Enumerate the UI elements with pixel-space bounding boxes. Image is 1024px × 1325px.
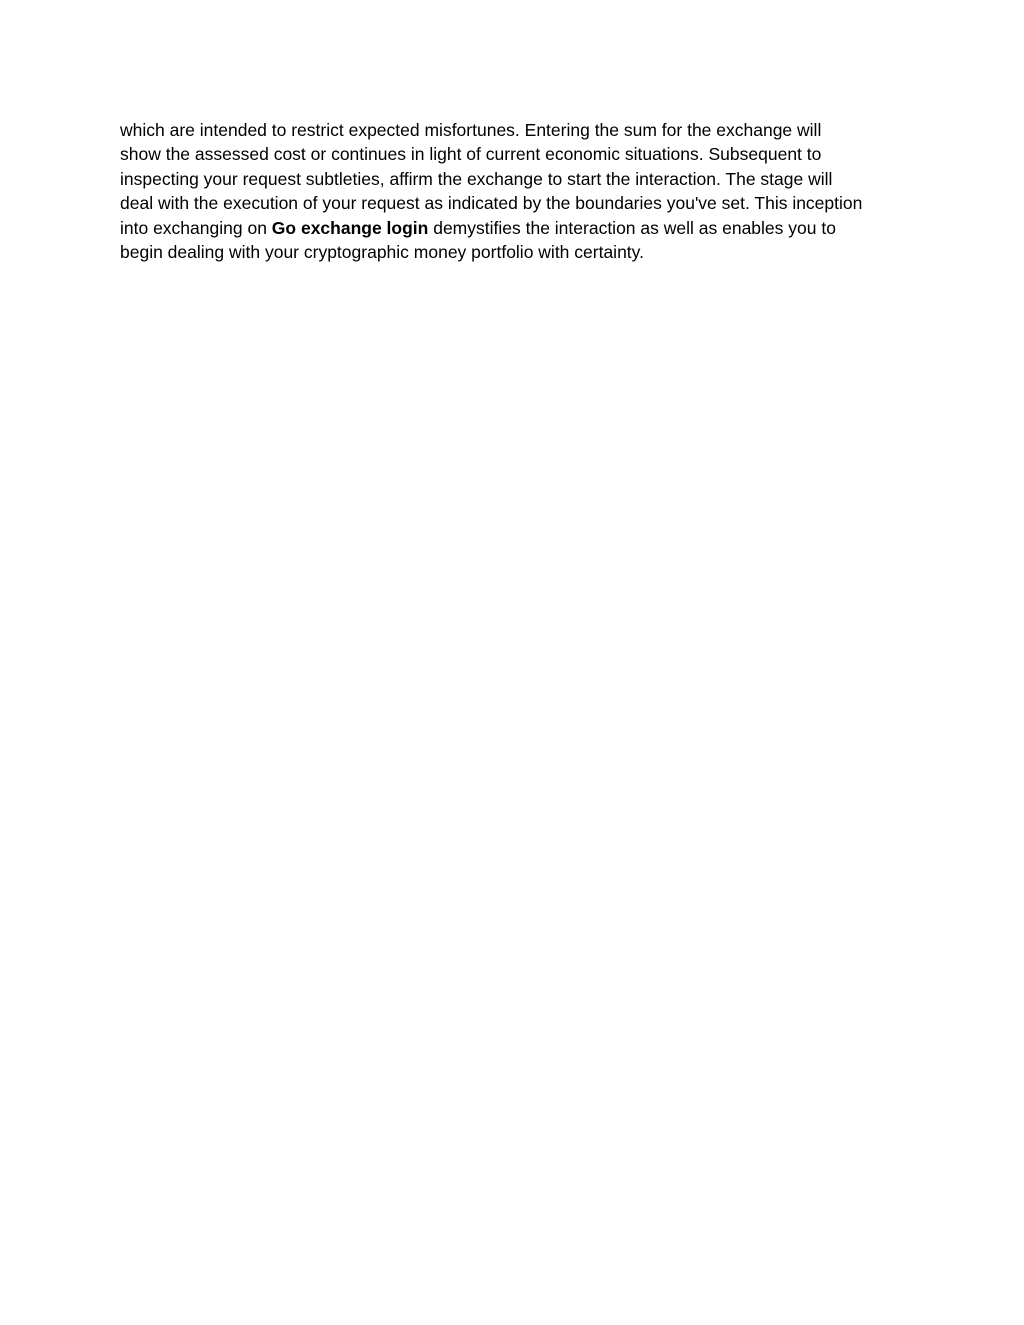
text-run: which are intended to restrict expected misfortunes. Entering the sum for the exchange will [120, 120, 822, 140]
text-run: begin dealing with your cryptographic money portfolio with certainty. [120, 242, 644, 263]
text-run: demystifies the interaction as well as enables you to [428, 217, 836, 238]
text-line [120, 191, 920, 215]
text-run: into exchanging on [120, 217, 272, 238]
text-line [120, 142, 920, 166]
paragraph [120, 118, 920, 264]
bold-text-run: Go exchange login [271, 217, 429, 238]
text-line [120, 167, 920, 191]
text-line [120, 216, 920, 240]
text-run: show the assessed cost or continues in light of current economic situations. Subsequent to [120, 144, 822, 165]
text-line [120, 240, 920, 264]
text-run: inspecting your request subtleties, affirm the exchange to start the interaction. The stage will [120, 168, 833, 189]
text-line [120, 118, 920, 142]
text-run: deal with the execution of your request as indicated by the boundaries you've set. This inception [120, 193, 863, 214]
